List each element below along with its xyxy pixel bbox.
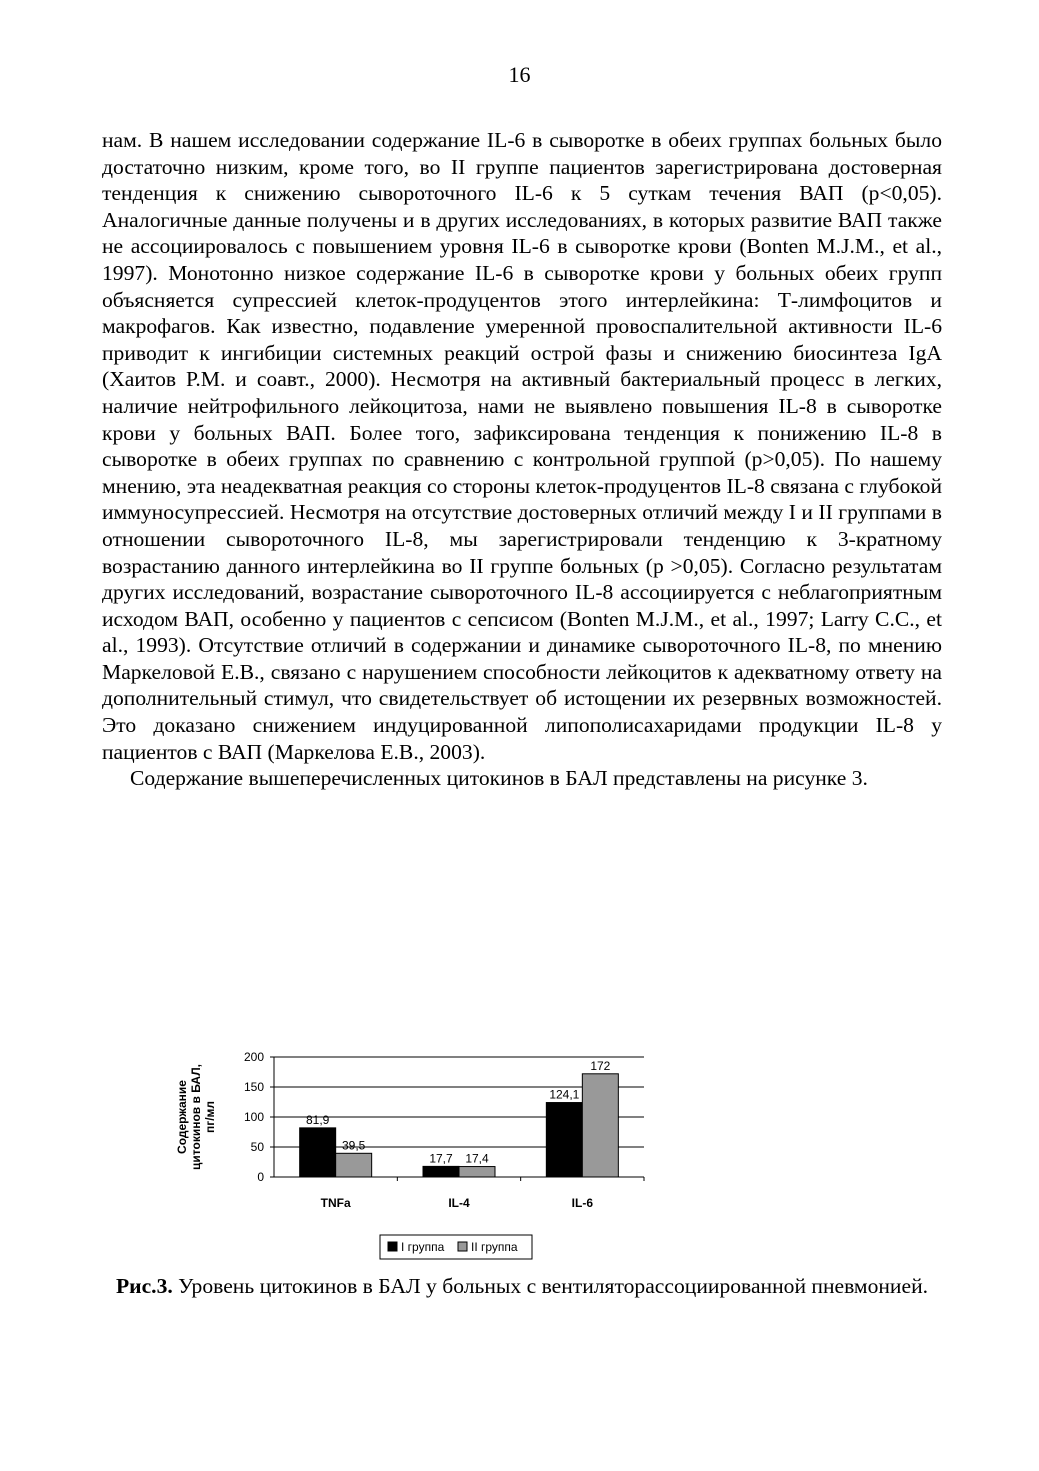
bar-II-группа-IL-6	[582, 1074, 618, 1177]
caption-text: Уровень цитокинов в БАЛ у больных с вентиляторассоциированной пневмонией.	[172, 1274, 929, 1298]
y-tick-label: 50	[250, 1140, 264, 1154]
bar-II-группа-TNFa	[336, 1153, 372, 1177]
legend-label: II группа	[471, 1240, 518, 1254]
data-label: 81,9	[305, 1112, 330, 1127]
data-label: 17,7	[429, 1151, 453, 1166]
bar-II-группа-IL-4	[459, 1167, 495, 1177]
data-label: 17,4	[465, 1151, 489, 1166]
caption-label: Рис.3.	[115, 1274, 173, 1298]
legend-label: I группа	[401, 1240, 445, 1254]
bar-I-группа-IL-6	[546, 1103, 582, 1177]
y-tick-label: 0	[257, 1170, 264, 1184]
cytokine-bar-chart	[150, 1043, 670, 1273]
x-tick-label: IL-6	[571, 1196, 594, 1210]
body-text	[102, 127, 942, 792]
page-number: 16	[508, 62, 531, 87]
figure-caption	[102, 1273, 942, 1299]
y-axis-label: Содержание	[175, 1080, 189, 1154]
y-tick-label: 100	[243, 1110, 264, 1124]
y-tick-label: 150	[243, 1080, 264, 1094]
paragraph-1: нам. В нашем исследовании содержание IL-6 в сыворотке в обеих группах больных было достаточно низким, кроме того, во II группе пациентов зарегистрирована достоверная тенденция к снижению сывороточного IL-6 к 5 суткам течения ВАП (р<0,05). Аналогичные данные получены и в других исследованиях, в которых развитие ВАП также не ассоциировалось с повышением уровня IL-6 в сыворотке крови (Bonten M.J.M., et al., 1997). Монотонно низкое содержание IL-6 в сыворотке крови у больных обеих групп объясняется супрессией клеток-продуцентов этого интерлейкина: Т-лимфоцитов и макрофагов. Как известно, подавление умеренной провоспалительной активности IL-6 приводит к ингибиции системных реакций острой фазы и снижению биосинтеза IgA (Хаитов Р.М. и соавт., 2000). Несмотря на активный бактериальный процесс в легких, наличие нейтрофильного лейкоцитоза, нами не выявлено повышения IL-8 в сыворотке крови у больных ВАП. Более того, зафиксирована тенденция к понижению IL-8 в сыворотке в обеих группах по сравнению с контрольной группой (р>0,05). По нашему мнению, эта неадекватная реакция со стороны клеток-продуцентов IL-8 связана с глубокой иммуносупрессией. Несмотря на отсутствие достоверных отличий между I и II группами в отношении сывороточного IL-8, мы зарегистрировали тенденцию к 3-кратному возрастанию данного интерлейкина во II группе больных (р >0,05). Согласно результатам других исследований, возрастание сывороточного IL-8 ассоциируется с неблагоприятным исходом ВАП, особенно у пациентов с сепсисом (Bonten M.J.M., et al., 1997; Larry C.C., et al., 1993). Отсутствие отличий в содержании и динамике сывороточного IL-8, по мнению Маркеловой Е.В., связано с нарушением способности лейкоцитов к адекватному ответу на дополнительный стимул, что свидетельствует об истощении их резервных возможностей. Это доказано снижением индуцированной липополисахаридами продукции IL-8 у пациентов с ВАП (Маркелова Е.В., 2003).	[102, 128, 942, 764]
legend-swatch	[388, 1242, 397, 1251]
y-tick-label: 200	[243, 1050, 264, 1064]
y-axis-label: пг/мл	[203, 1100, 217, 1134]
data-label: 124,1	[549, 1087, 580, 1102]
x-tick-label: IL-4	[448, 1196, 470, 1210]
data-label: 172	[590, 1058, 611, 1073]
paragraph-2: Содержание вышеперечисленных цитокинов в БАЛ представлены на рисунке 3.	[130, 766, 868, 791]
chart-svg	[150, 1043, 670, 1273]
bar-I-группа-IL-4	[423, 1166, 459, 1177]
data-label: 39,5	[341, 1138, 366, 1153]
bar-I-группа-TNFa	[300, 1128, 336, 1177]
legend-swatch	[458, 1242, 467, 1251]
y-axis-label: цитокинов в БАЛ,	[189, 1064, 203, 1170]
x-tick-label: TNFa	[320, 1196, 351, 1210]
